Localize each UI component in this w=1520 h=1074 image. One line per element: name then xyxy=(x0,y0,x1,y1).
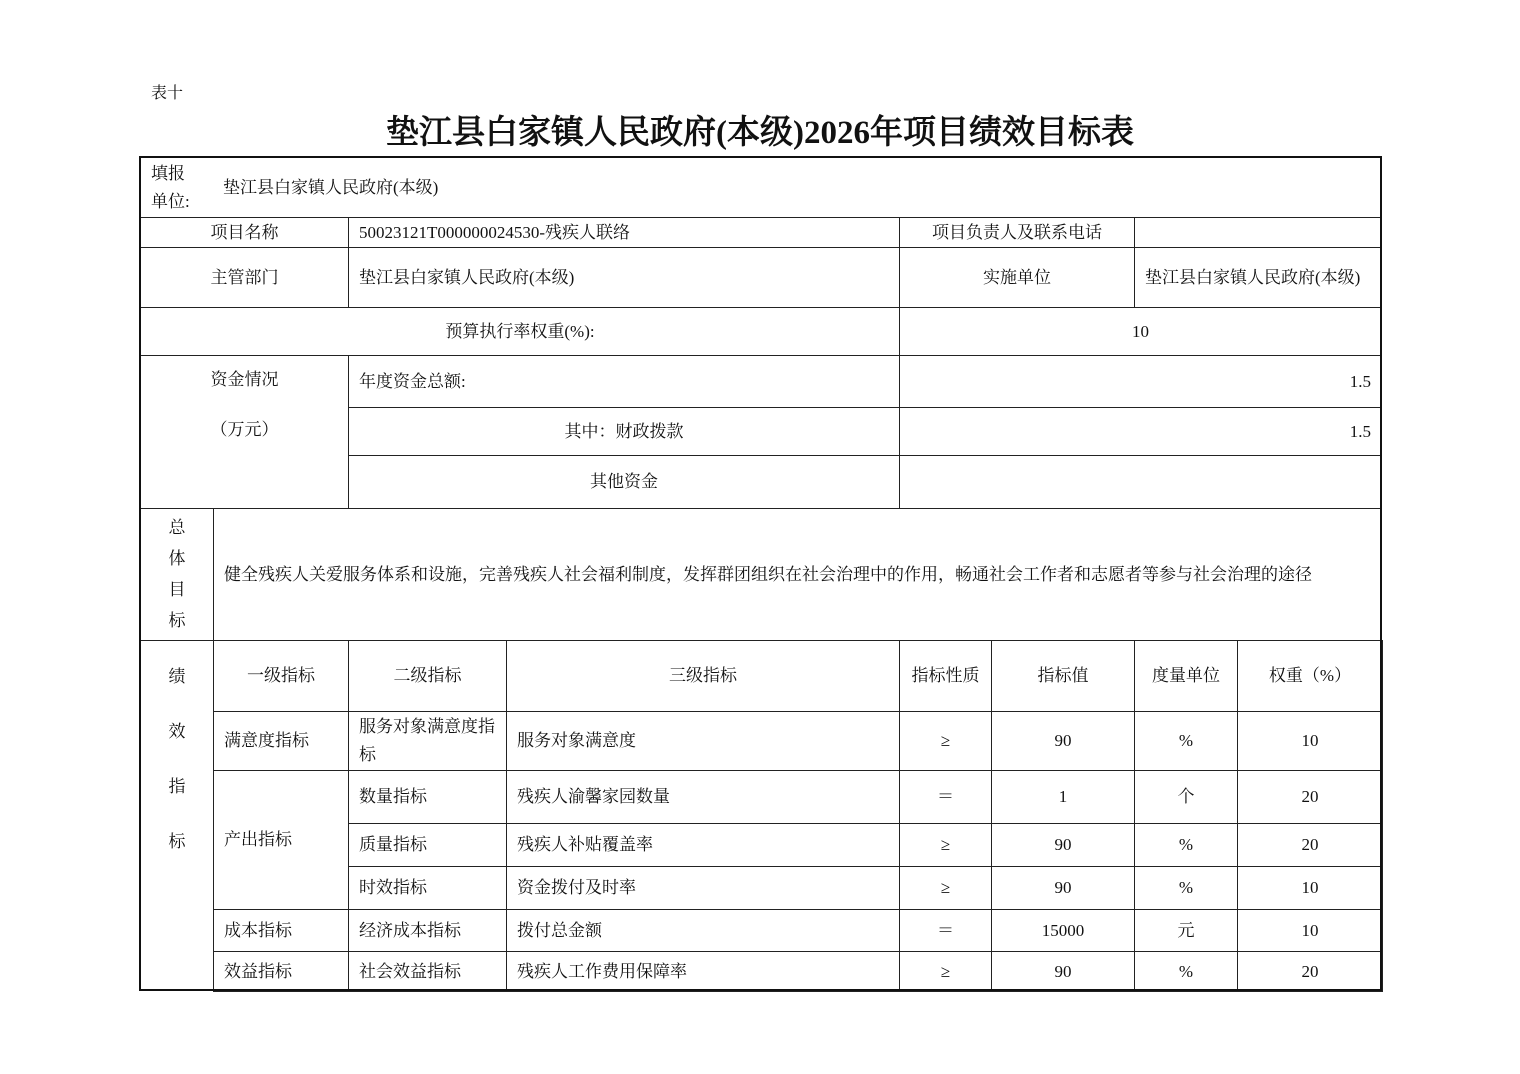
department-value: 垫江县白家镇人民政府(本级) xyxy=(348,247,900,308)
annual-funds-label: 年度资金总额: xyxy=(348,355,900,408)
indicator-op: ＝ xyxy=(899,770,992,824)
level1-indicator: 满意度指标 xyxy=(213,711,349,771)
fiscal-funds-label: 其中：财政拨款 xyxy=(348,407,900,456)
indicator-l3: 残疾人工作费用保障率 xyxy=(506,951,900,992)
indicator-l2: 时效指标 xyxy=(348,866,507,910)
indicator-weight: 10 xyxy=(1237,909,1383,952)
indicator-unit: 元 xyxy=(1134,909,1238,952)
level1-indicator: 产出指标 xyxy=(213,770,349,910)
indicator-value: 15000 xyxy=(991,909,1135,952)
budget-weight-label: 预算执行率权重(%): xyxy=(140,307,900,356)
level1-indicator: 成本指标 xyxy=(213,909,349,952)
goal-label-char: 目 xyxy=(168,579,186,599)
reporting-unit-label: 填报单位: xyxy=(151,163,190,211)
header-level3: 三级指标 xyxy=(506,640,900,712)
indicator-value: 90 xyxy=(991,711,1135,771)
project-name-value: 50023121T000000024530-残疾人联络 xyxy=(348,217,900,248)
budget-weight-value: 10 xyxy=(899,307,1382,356)
indicator-value: 90 xyxy=(991,866,1135,910)
indicator-op: ≥ xyxy=(899,823,992,867)
indicator-op: ＝ xyxy=(899,909,992,952)
indicators-label-char: 标 xyxy=(168,832,186,852)
level1-indicator: 效益指标 xyxy=(213,951,349,992)
header-weight: 权重（%） xyxy=(1237,640,1383,712)
reporting-unit-row xyxy=(140,157,1382,218)
header-unit: 度量单位 xyxy=(1134,640,1238,712)
header-value: 指标值 xyxy=(991,640,1135,712)
indicator-weight: 10 xyxy=(1237,711,1383,771)
indicator-value: 90 xyxy=(991,951,1135,992)
indicator-op: ≥ xyxy=(899,951,992,992)
overall-goal-label xyxy=(140,508,214,641)
indicator-l2: 数量指标 xyxy=(348,770,507,824)
goal-label-char: 总 xyxy=(168,518,186,538)
indicator-unit: % xyxy=(1134,711,1238,771)
indicator-op: ≥ xyxy=(899,866,992,910)
indicator-l3: 资金拨付及时率 xyxy=(506,866,900,910)
indicators-label-char: 指 xyxy=(168,777,186,797)
indicators-label-char: 效 xyxy=(168,721,186,741)
implementer-label: 实施单位 xyxy=(899,247,1135,308)
indicator-l3: 拨付总金额 xyxy=(506,909,900,952)
indicator-l3: 残疾人补贴覆盖率 xyxy=(506,823,900,867)
other-funds-label: 其他资金 xyxy=(348,455,900,509)
indicator-value: 90 xyxy=(991,823,1135,867)
indicator-l2: 质量指标 xyxy=(348,823,507,867)
indicator-weight: 20 xyxy=(1237,951,1383,992)
document-title: 垫江县白家镇人民政府(本级)2026年项目绩效目标表 xyxy=(386,115,1134,151)
table-tag: 表十 xyxy=(151,85,184,102)
header-level2: 二级指标 xyxy=(348,640,507,712)
overall-goal-text: 健全残疾人关爱服务体系和设施，完善残疾人社会福利制度，发挥群团组织在社会治理中的作用，畅通社会工作者和志愿者等参与社会治理的途径 xyxy=(213,508,1382,641)
indicator-unit: % xyxy=(1134,951,1238,992)
fiscal-funds-value: 1.5 xyxy=(899,407,1382,456)
indicator-weight: 20 xyxy=(1237,770,1383,824)
indicator-unit: % xyxy=(1134,866,1238,910)
indicators-label-char: 绩 xyxy=(168,666,186,686)
indicator-unit: 个 xyxy=(1134,770,1238,824)
indicator-weight: 10 xyxy=(1237,866,1383,910)
project-name-label: 项目名称 xyxy=(140,217,349,248)
other-funds-value xyxy=(899,455,1382,509)
project-contact-label: 项目负责人及联系电话 xyxy=(899,217,1135,248)
goal-label-char: 体 xyxy=(168,549,186,569)
annual-funds-value: 1.5 xyxy=(899,355,1382,408)
indicator-op: ≥ xyxy=(899,711,992,771)
indicators-label xyxy=(140,640,214,991)
department-label: 主管部门 xyxy=(140,247,349,308)
indicator-l3: 服务对象满意度 xyxy=(506,711,900,771)
goal-label-char: 标 xyxy=(168,610,186,630)
funds-label xyxy=(140,355,349,509)
project-contact-value xyxy=(1134,217,1382,248)
funds-label-line2: （万元） xyxy=(210,420,279,439)
indicator-unit: % xyxy=(1134,823,1238,867)
indicator-value: 1 xyxy=(991,770,1135,824)
header-level1: 一级指标 xyxy=(213,640,349,712)
funds-label-line1: 资金情况 xyxy=(210,370,279,389)
indicator-l2: 社会效益指标 xyxy=(348,951,507,992)
indicator-l2: 经济成本指标 xyxy=(348,909,507,952)
implementer-value: 垫江县白家镇人民政府(本级) xyxy=(1134,247,1382,308)
reporting-unit-value: 垫江县白家镇人民政府(本级) xyxy=(223,177,439,197)
indicator-l3: 残疾人渝馨家园数量 xyxy=(506,770,900,824)
header-nature: 指标性质 xyxy=(899,640,992,712)
indicator-weight: 20 xyxy=(1237,823,1383,867)
indicator-l2: 服务对象满意度指标 xyxy=(348,711,507,771)
